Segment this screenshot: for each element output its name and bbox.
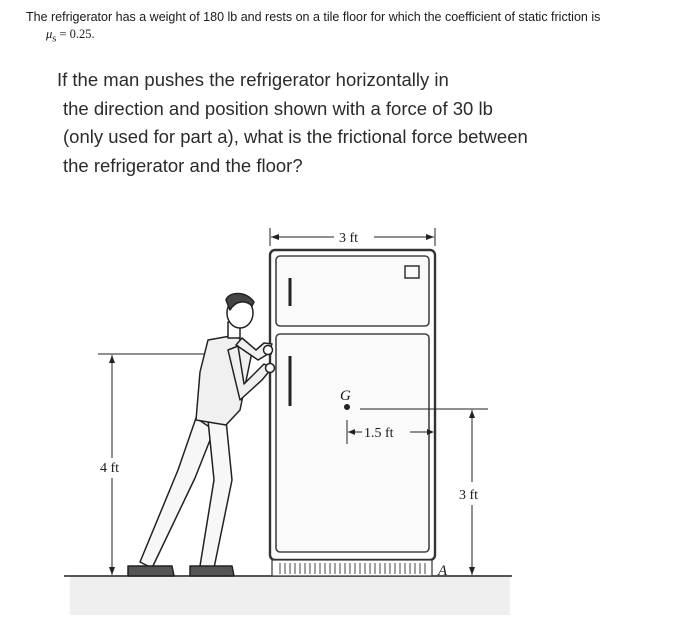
base-grille <box>272 560 432 576</box>
push-height-label: 4 ft <box>100 461 120 476</box>
question-line-3: (only used for part a), what is the frictional force between <box>63 126 528 147</box>
corner-a-label: A <box>438 563 448 579</box>
man-figure <box>128 294 275 577</box>
g-offset-label: 1.5 ft <box>364 426 394 441</box>
floor <box>64 575 512 615</box>
mu-symbol: μ <box>46 27 53 41</box>
intro-text: The refrigerator has a weight of 180 lb and rests on a tile floor for which the coefficient of static friction is <box>26 10 601 24</box>
mu-value: = 0.25. <box>56 27 95 41</box>
center-label: G <box>340 388 351 404</box>
question-line-4: the refrigerator and the floor? <box>63 154 303 176</box>
g-height-label: 3 ft <box>459 488 479 503</box>
question-line-1: If the man pushes the refrigerator horizontally in <box>57 69 449 90</box>
mu-subscript: s <box>52 33 57 45</box>
refrigerator <box>270 250 435 576</box>
center-of-gravity-point <box>344 404 350 410</box>
fridge-door <box>276 334 429 552</box>
question-line-2: the direction and position shown with a force of 30 lb <box>63 97 493 119</box>
width-label: 3 ft <box>339 231 359 246</box>
